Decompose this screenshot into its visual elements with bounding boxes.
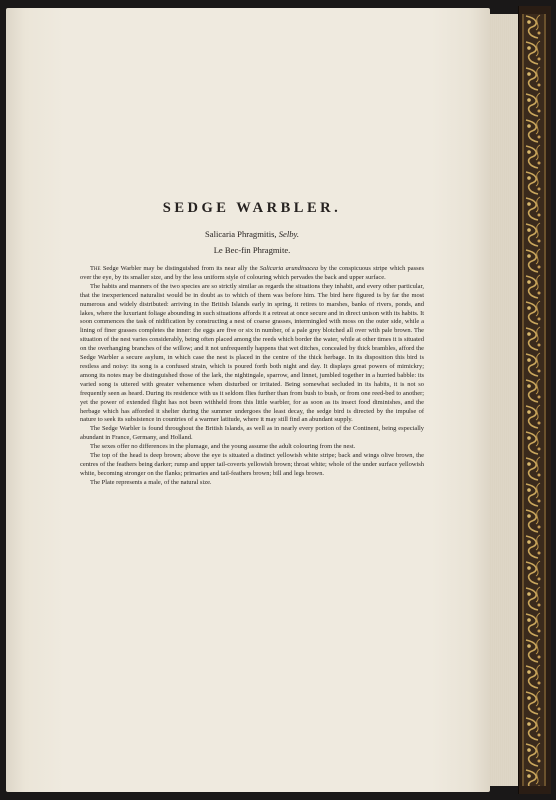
article-body xyxy=(80,265,424,488)
intro-text-a: Warbler may be distinguished from its near ally the xyxy=(118,265,260,272)
page-stack-edge xyxy=(490,14,518,786)
latin-name xyxy=(80,229,424,239)
paragraph-intro xyxy=(80,265,424,283)
paragraph-plate: The Plate represents a male, of the natural size. xyxy=(90,478,212,486)
latin-authority: Selby. xyxy=(278,229,300,239)
paragraph-description: The top of the head is deep brown; above the eye is situated a distinct yellowish white stripe; back and wings olive brown, the centres of the feathers being darker; rump and upper tail-coverts yellowish brown; throat white; whole of the under surface yellowish white, becoming stronger on the flanks; primaries and tail-feathers brown; bill and legs brown. xyxy=(80,452,424,477)
gilt-border-ornament xyxy=(522,14,546,786)
species-reference: Salicaria arundinacea xyxy=(259,265,319,272)
lead-word: The xyxy=(90,265,101,272)
french-name: Le Bec-fin Phragmite. xyxy=(213,245,291,255)
intro-text-b: by the conspicuous stripe which passes over the eye, by its smaller size, and by the less uniform style of colouring which pervades the back and upper surface. xyxy=(80,265,424,281)
paragraph-habits: The habits and manners of the two species are so strictly similar as regards the situations they inhabit, and every other particular, that the inexperienced naturalist would be in doubt as to which of them was before him. The bird here figured is by far the most numerous and widely distributed: arriving in the British Islands early in spring, it retires to marshes, banks of rivers, ponds, and lakes, where the luxuriant foliage abounding in such situations affords it a retreat at once secure and in direct unison with its habits. It soon commences the task of nidification by constructing a nest of coarse grasses, intermingled with moss on the outer side, while a lining of finer grasses completes the inner: the eggs are five or six in number, of a pale grey blotched all over with pale brown. The situation of the nest varies considerably, being often placed among the reeds which border the water, while at other times it is situated on the overhanging branches of the willow; and it not unfrequently happens that wet ditches, concealed by thick brambles, afford the Sedge Warbler a secure asylum, in which case the nest is placed in the centre of the thick herbage. In its disposition this bird is restless and noisy: its song is a confused strain, which is poured forth both night and day. It displays great powers of mimickry; among its notes may be distinguished those of the lark, the nightingale, sparrow, and linnet, jumbled together in a hurried babble: its varied song is uttered with greater vehemence when disturbed or irritated. Being somewhat secluded in its habits, it is not so frequently seen as heard. During its residence with us it seldom flies further than from bush to bush, or from one reed-bed to another; yet the power of extended flight has not been withheld from this little warbler, for as soon as its insect food diminishes, and the herbage which has afforded it shelter during the summer undergoes the least decay, the sedge bird is directed by the impulse of nature to seek its subsistence in countries of a warmer latitude, where it may still find an abundant supply. xyxy=(80,282,425,424)
paragraph-range: The Sedge Warbler is found throughout the British Islands, as well as in nearly every portion of the Continent, being especially abundant in France, Germany, and Holland. xyxy=(80,425,424,442)
page-text-block xyxy=(80,200,424,488)
paragraph-sexes: The sexes offer no differences in the plumage, and the young assume the adult colouring from the nest. xyxy=(90,443,356,451)
latin-binomial: Salicaria Phragmitis, xyxy=(204,229,277,239)
page-title: SEDGE WARBLER. xyxy=(162,200,342,216)
first-word: Sedge xyxy=(102,265,119,272)
